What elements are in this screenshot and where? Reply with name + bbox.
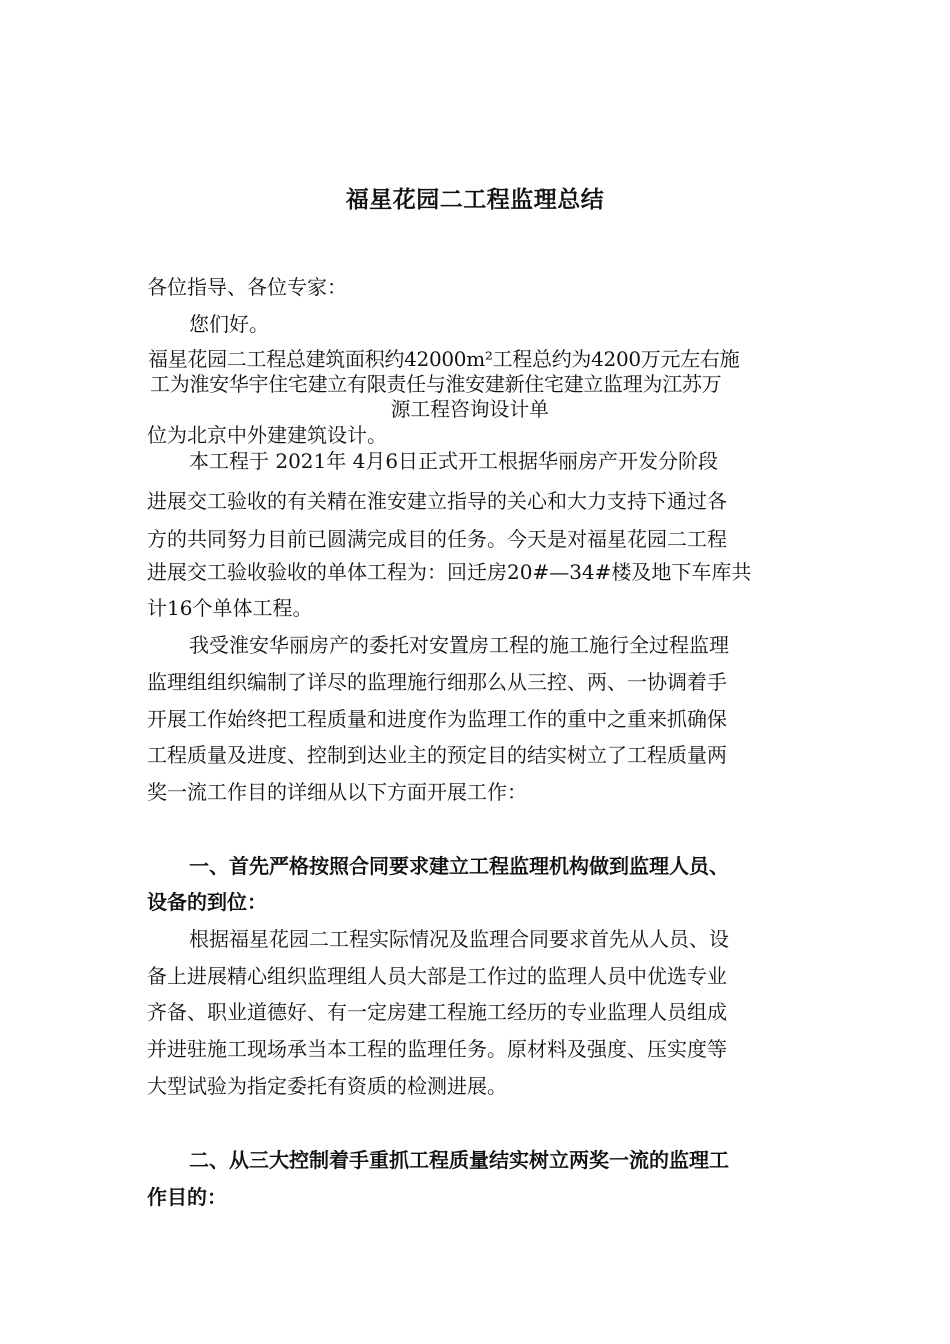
- section2-heading-line-2: 作目的：: [147, 1185, 227, 1209]
- hello-line: 您们好。: [189, 312, 269, 336]
- para1-line-2: 进展交工验收的有关精在淮安建立指导的关心和大力支持下通过各: [147, 489, 727, 513]
- section1-body-line-4: 并进驻施工现场承当本工程的监理任务。原材料及强度、压实度等: [147, 1037, 727, 1061]
- intro-line-1: 福星花园二工程总建筑面积约42000m²工程总约为4200万元左右施: [148, 347, 740, 371]
- section1-body-line-2: 备上进展精心组织监理组人员大部是工作过的监理人员中优选专业: [147, 964, 727, 988]
- section1-body-line-1: 根据福星花园二工程实际情况及监理合同要求首先从人员、设: [189, 927, 729, 951]
- para1-line-3: 方的共同努力目前已圆满完成目的任务。今天是对福星花园二工程: [147, 527, 727, 551]
- para1-line-4: 进展交工验收验收的单体工程为：回迁房20#—34#楼及地下车库共: [147, 560, 752, 584]
- para2-line-3: 开展工作始终把工程质量和进度作为监理工作的重中之重来抓确保: [147, 707, 727, 731]
- section1-heading-line-2: 设备的到位：: [147, 890, 267, 914]
- greeting: 各位指导、各位专家：: [147, 275, 347, 299]
- para1-line-5: 计16个单体工程。: [147, 596, 313, 620]
- intro-line-3: 源工程咨询设计单: [390, 397, 549, 421]
- intro-line-2: 工为淮安华宇住宅建立有限责任与淮安建新住宅建立监理为江苏万: [150, 372, 722, 396]
- para2-line-2: 监理组组织编制了详尽的监理施行细那么从三控、两、一协调着手: [147, 670, 727, 694]
- section1-body-line-5: 大型试验为指定委托有资质的检测进展。: [147, 1074, 507, 1098]
- para1-line-1: 本工程于 2021年 4月6日正式开工根据华丽房产开发分阶段: [189, 449, 719, 473]
- document-title: 福星花园二工程监理总结: [345, 186, 605, 213]
- para2-line-4: 工程质量及进度、控制到达业主的预定目的结实树立了工程质量两: [147, 743, 727, 767]
- section2-heading-line-1: 二、从三大控制着手重抓工程质量结实树立两奖一流的监理工: [189, 1148, 729, 1172]
- para2-line-1: 我受淮安华丽房产的委托对安置房工程的施工施行全过程监理: [189, 633, 729, 657]
- intro-line-4: 位为北京中外建建筑设计。: [147, 423, 387, 447]
- para2-line-5: 奖一流工作目的详细从以下方面开展工作：: [147, 780, 527, 804]
- section1-heading-line-1: 一、首先严格按照合同要求建立工程监理机构做到监理人员、: [189, 854, 729, 878]
- section1-body-line-3: 齐备、职业道德好、有一定房建工程施工经历的专业监理人员组成: [147, 1000, 727, 1024]
